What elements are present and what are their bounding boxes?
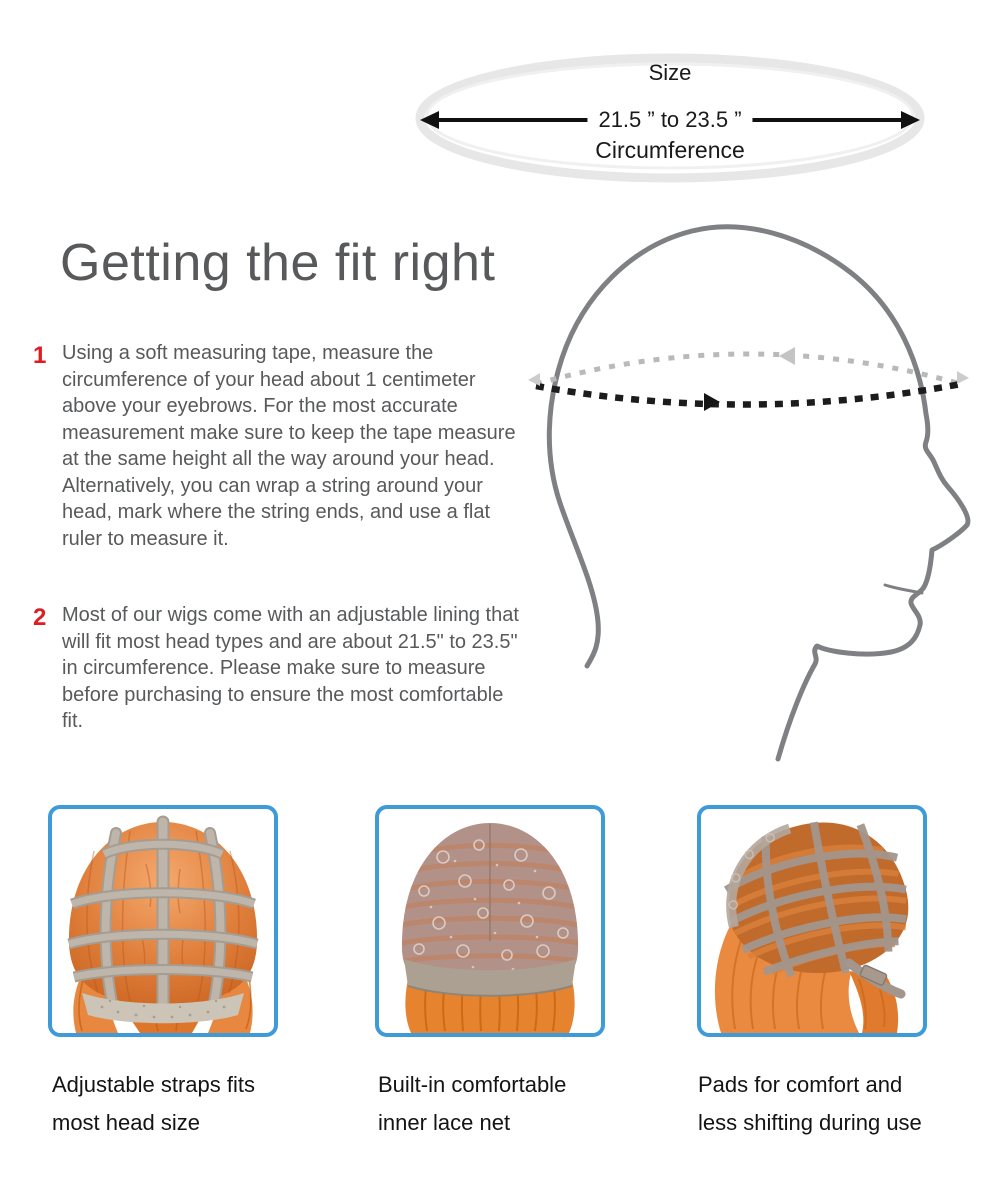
feature-card-pads (697, 805, 927, 1037)
head-outline (549, 227, 968, 759)
step-1-text: Using a soft measuring tape, measure the circumference of your head about 1 centimeter above your eyebrows. For the most accurate measurement make sure to keep the tape measure at the same height all the way around your head. Alternatively, you can wrap a string around your head, mark where the string ends, and use a flat ruler to measure it. (62, 342, 516, 550)
feature-caption-3 (698, 1066, 922, 1142)
measuring-tape-diagram (412, 50, 928, 188)
feature-caption-2 (378, 1066, 566, 1142)
caption-line: Adjustable straps fits (52, 1072, 255, 1097)
page-title: Getting the fit right (60, 234, 496, 292)
caption-line: Built-in comfortable (378, 1072, 567, 1097)
step-1-number: 1 (33, 342, 47, 369)
feature-card-lace-net (375, 805, 605, 1037)
size-label: Size (648, 60, 692, 85)
feature-caption-1 (52, 1066, 255, 1142)
head-profile-figure (520, 205, 990, 785)
dashed-arc-back (536, 354, 961, 384)
feature-card-adjustable-straps (48, 805, 278, 1037)
dashed-arc-front (536, 384, 961, 405)
arrowhead-right-icon (957, 371, 969, 384)
arrowhead-front-icon (704, 393, 720, 411)
step-2 (33, 602, 525, 735)
wig-photo-adjustable-straps (52, 809, 274, 1033)
caption-line: most head size (52, 1110, 200, 1135)
wig-photo-lace-net (379, 809, 601, 1033)
caption-line: inner lace net (378, 1110, 511, 1135)
arrowhead-left-icon (528, 373, 540, 386)
step-2-number: 2 (33, 604, 47, 631)
measuring-dashed-line (528, 347, 969, 411)
caption-line: less shifting during use (698, 1110, 922, 1135)
wig-photo-side-pads (701, 809, 923, 1033)
step-2-text: Most of our wigs come with an adjustable lining that will fit most head types and are about 21.5" to 23.5" in circumference. Please make sure to measure before purchasing to ensure the most comfortable fit. (62, 604, 519, 732)
circumference-label: Circumference (595, 137, 745, 163)
caption-line: Pads for comfort and (698, 1072, 903, 1097)
size-range-label: 21.5 ” to 23.5 ” (587, 107, 752, 133)
arrowhead-back-icon (779, 347, 795, 365)
mouth-line (885, 585, 922, 593)
step-1 (33, 340, 525, 552)
